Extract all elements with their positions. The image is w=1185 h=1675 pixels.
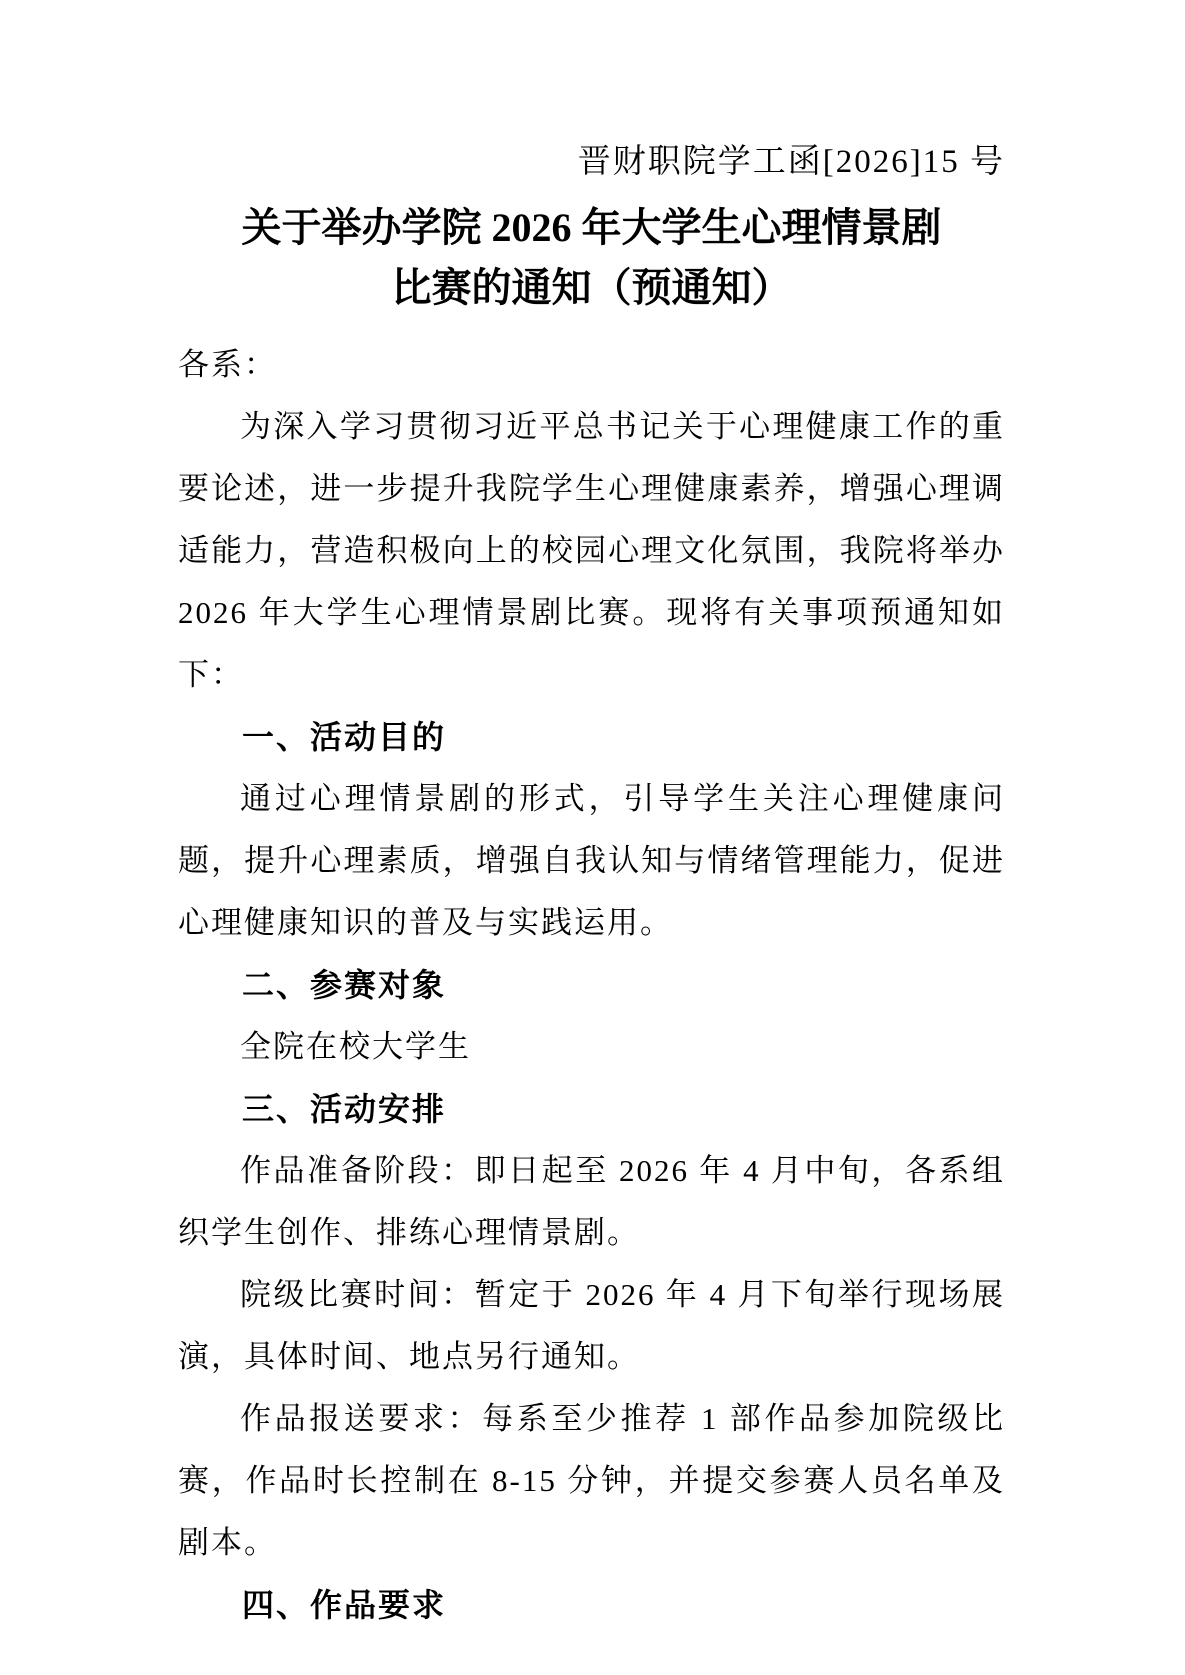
- salutation: 各系：: [178, 347, 277, 382]
- section-heading: 一、活动目的: [242, 719, 447, 755]
- paragraph: 作品报送要求：每系至少推荐 1 部作品参加院级比赛，作品时长控制在 8-15 分钟，并提交参赛人员名单及剧本。: [178, 1401, 1005, 1560]
- paragraph: 全院在校大学生: [240, 1029, 471, 1064]
- notice-title-line1: 关于举办学院 2026 年大学生心理情景剧: [241, 205, 942, 250]
- section-heading: 三、活动安排: [242, 1091, 447, 1127]
- paragraph: 作品准备阶段：即日起至 2026 年 4 月中旬，各系组织学生创作、排练心理情景剧。: [178, 1153, 1005, 1250]
- paragraph: 为深入学习贯彻习近平总书记关于心理健康工作的重要论述，进一步提升我院学生心理健康素养，增强心理调适能力，营造积极向上的校园心理文化氛围，我院将举办 2026 年大学生心理情景剧比赛。现将有关事项预通知如下：: [178, 409, 1005, 692]
- section-heading: 四、作品要求: [242, 1587, 447, 1623]
- paragraph: 通过心理情景剧的形式，引导学生关注心理健康问题，提升心理素质，增强自我认知与情绪管理能力，促进心理健康知识的普及与实践运用。: [178, 781, 1005, 940]
- doc-number: 晋财职院学工函[2026]15 号: [577, 144, 1005, 180]
- section-heading: 二、参赛对象: [242, 967, 447, 1003]
- notice-title-line2: 比赛的通知（预通知）: [391, 265, 792, 310]
- notice-title: [178, 198, 1005, 318]
- paragraph: 院级比赛时间：暂定于 2026 年 4 月下旬举行现场展演，具体时间、地点另行通知。: [178, 1277, 1005, 1374]
- document-body: [178, 334, 1005, 1636]
